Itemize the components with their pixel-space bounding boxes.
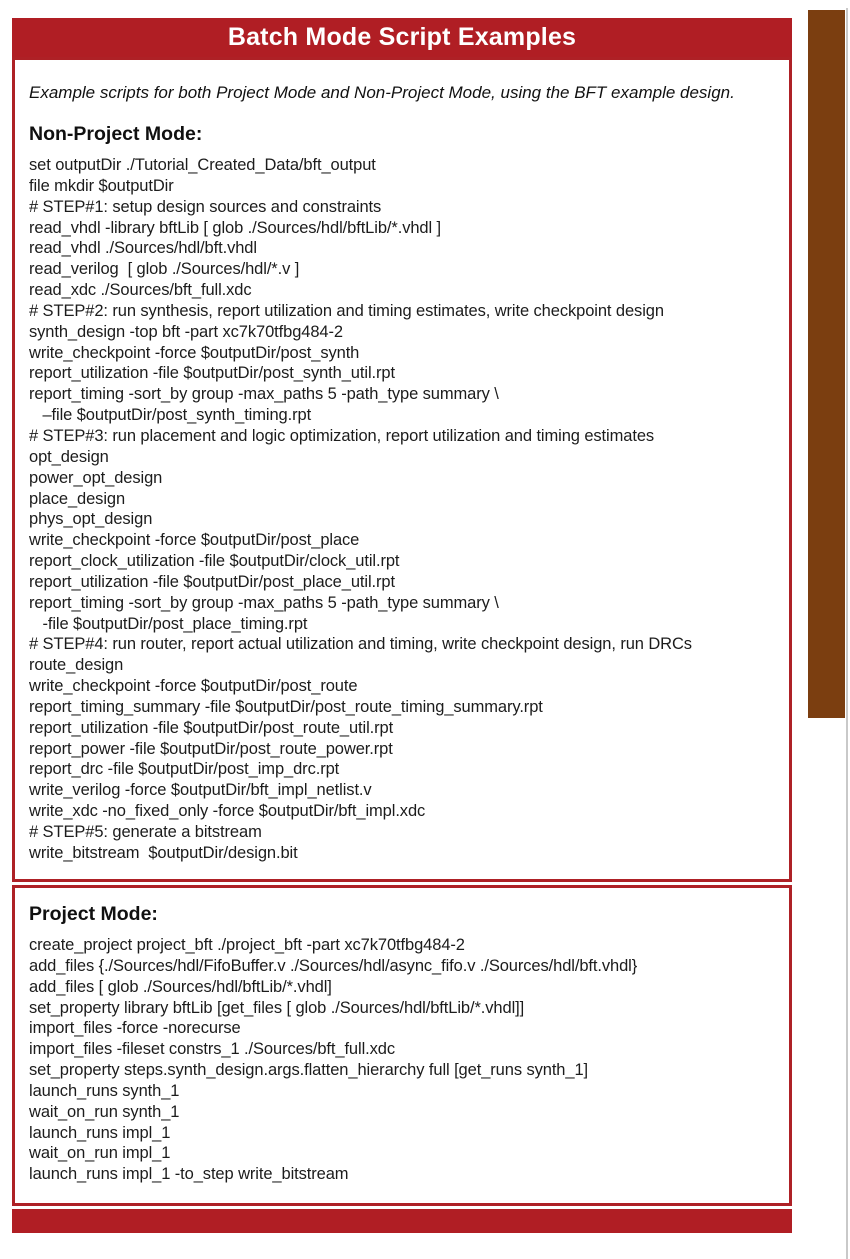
code-line: add_files {./Sources/hdl/FifoBuffer.v ./Sources/hdl/async_fifo.v ./Sources/hdl/bft.vhdl} [29,956,638,975]
intro-text: Example scripts for both Project Mode and Non-Project Mode, using the BFT example design. [29,83,735,102]
footer-bar [12,1209,792,1233]
code-line: file mkdir $outputDir [29,176,174,195]
code-line: write_xdc -no_fixed_only -force $outputDir/bft_impl.xdc [29,802,426,821]
code-line: set outputDir ./Tutorial_Created_Data/bft_output [29,156,376,174]
code-line: phys_opt_design [29,510,153,529]
code-line: write_verilog -force $outputDir/bft_impl_netlist.v [29,781,372,800]
code-line: –file $outputDir/post_synth_timing.rpt [29,406,312,425]
project-mode-heading: Project Mode: [29,903,158,925]
code-line: place_design [29,489,126,508]
code-line: opt_design [29,447,109,466]
code-line: wait_on_run synth_1 [29,1102,180,1121]
title-bar [12,18,792,57]
code-line: route_design [29,656,124,675]
non-project-mode-panel [12,57,792,882]
code-line: report_utilization -file $outputDir/post_route_util.rpt [29,718,394,737]
code-line: # STEP#5: generate a bitstream [29,823,262,841]
code-line: report_drc -file $outputDir/post_imp_drc.rpt [29,760,340,779]
code-line: import_files -fileset constrs_1 ./Sources/bft_full.xdc [29,1040,396,1059]
code-line: report_power -file $outputDir/post_route_power.rpt [29,739,393,758]
code-line: launch_runs impl_1 -to_step write_bitstream [29,1165,349,1184]
code-line: write_checkpoint -force $outputDir/post_place [29,531,360,550]
page-edge-line [846,8,848,1259]
page-title: Batch Mode Script Examples [227,23,577,51]
brown-sidebar-decoration [808,10,845,718]
non-project-mode-script [29,155,775,864]
code-line: launch_runs synth_1 [29,1081,180,1100]
code-line: add_files [ glob ./Sources/hdl/bftLib/*.vhdl] [29,977,332,996]
code-line: report_timing -sort_by group -max_paths 5 -path_type summary \ [29,385,499,404]
code-line: report_timing_summary -file $outputDir/post_route_timing_summary.rpt [29,697,543,716]
code-line: read_verilog [ glob ./Sources/hdl/*.v ] [29,260,300,279]
code-line: # STEP#2: run synthesis, report utilization and timing estimates, write checkpoint design [29,301,664,320]
code-line: report_utilization -file $outputDir/post_place_util.rpt [29,572,395,591]
code-line: read_xdc ./Sources/bft_full.xdc [29,281,252,300]
code-line: report_utilization -file $outputDir/post_synth_util.rpt [29,364,395,383]
code-line: read_vhdl -library bftLib [ glob ./Sources/hdl/bftLib/*.vhdl ] [29,218,442,237]
code-line: -file $outputDir/post_place_timing.rpt [29,614,308,633]
code-line: write_checkpoint -force $outputDir/post_synth [29,343,360,362]
code-line: report_timing -sort_by group -max_paths 5 -path_type summary \ [29,593,499,612]
content-column [12,18,792,1233]
code-line: set_property library bftLib [get_files [ glob ./Sources/hdl/bftLib/*.vhdl]] [29,998,525,1017]
code-line: set_property steps.synth_design.args.flatten_hierarchy full [get_runs synth_1] [29,1061,589,1080]
code-line: write_checkpoint -force $outputDir/post_route [29,677,358,696]
code-line: report_clock_utilization -file $outputDir/clock_util.rpt [29,552,400,571]
code-line: import_files -force -norecurse [29,1019,241,1038]
code-line: launch_runs impl_1 [29,1123,171,1142]
code-line: wait_on_run impl_1 [29,1144,171,1163]
code-line: create_project project_bft ./project_bft -part xc7k70tfbg484-2 [29,936,465,954]
code-line: power_opt_design [29,468,163,487]
code-line: write_bitstream $outputDir/design.bit [29,843,298,862]
non-project-mode-heading: Non-Project Mode: [29,123,203,145]
code-line: read_vhdl ./Sources/hdl/bft.vhdl [29,239,257,258]
code-line: # STEP#4: run router, report actual utilization and timing, write checkpoint design, run DRCs [29,635,692,654]
code-line: # STEP#1: setup design sources and constraints [29,197,382,216]
code-line: synth_design -top bft -part xc7k70tfbg484-2 [29,322,343,341]
project-mode-script [29,935,775,1185]
project-mode-panel [12,885,792,1206]
code-line: # STEP#3: run placement and logic optimization, report utilization and timing estimates [29,426,655,445]
